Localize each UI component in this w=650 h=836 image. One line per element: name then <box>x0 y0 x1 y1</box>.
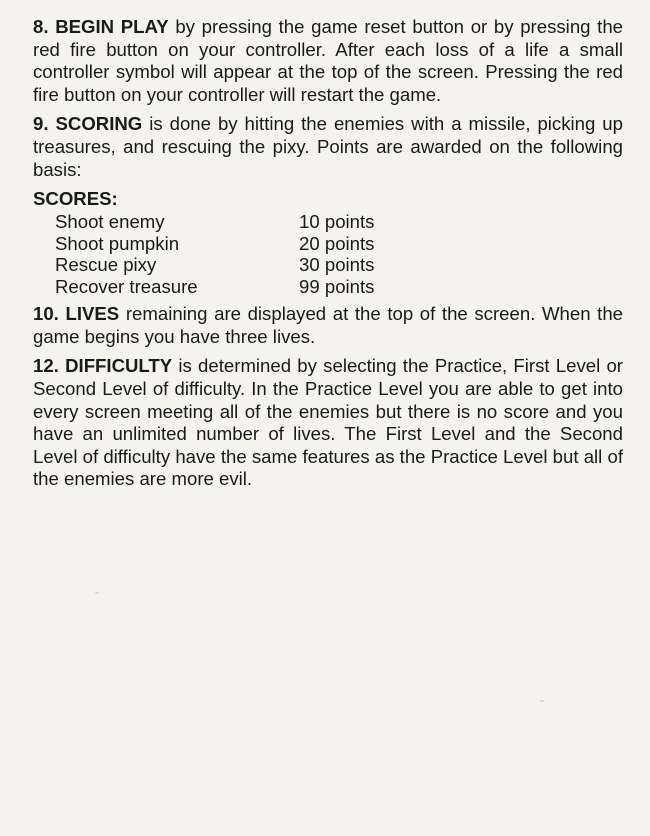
difficulty-section <box>33 355 623 491</box>
scoring-section <box>33 113 623 181</box>
score-points: 99 points <box>299 275 375 297</box>
section-body: is done by hitting the enemies with a missile, picking up treasures, and rescuing the pixy. Points are awarded on the following basis: <box>33 113 623 180</box>
paper-speck <box>540 700 544 702</box>
section-number: 8. <box>33 16 49 37</box>
scores-title: SCORES: <box>33 188 118 210</box>
table-row <box>55 233 374 255</box>
table-row <box>55 254 374 276</box>
section-body: remaining are displayed at the top of the screen. When the game begins you have three lives. <box>33 303 624 347</box>
manual-page <box>33 16 623 498</box>
scores-table <box>55 211 374 297</box>
score-item: Shoot enemy <box>55 211 165 233</box>
section-number: 10. <box>33 303 59 325</box>
section-heading: LIVES <box>65 303 120 325</box>
begin-play-section <box>33 16 623 106</box>
score-points: 30 points <box>299 254 375 276</box>
table-row <box>55 276 374 298</box>
section-number: 9. <box>33 113 49 135</box>
lives-section <box>33 303 623 348</box>
table-row <box>55 211 374 233</box>
score-item: Rescue pixy <box>55 254 157 276</box>
score-points: 20 points <box>299 232 375 254</box>
score-points: 10 points <box>299 211 375 233</box>
section-heading: BEGIN PLAY <box>55 16 169 37</box>
section-number: 12. <box>33 355 59 377</box>
section-heading: SCORING <box>55 113 143 135</box>
section-heading: DIFFICULTY <box>65 355 173 377</box>
section-body: by pressing the game reset button or by pressing the red fire button on your controller. After each loss of a life a small controller symbol will appear at the top of the screen. Pressing the red fire button on your controller will restart the game. <box>33 16 624 105</box>
score-item: Recover treasure <box>55 275 198 297</box>
paper-speck <box>95 592 99 594</box>
section-body: is determined by selecting the Practice, First Level or Second Level of difficulty. In the Practice Level you are able to get into every screen meeting all of the enemies but there is no score and you have an unlimited number of lives. The First Level and the Second Level of difficulty have the same features as the Practice Level but all of the enemies are more evil. <box>33 355 624 490</box>
score-item: Shoot pumpkin <box>55 232 180 254</box>
